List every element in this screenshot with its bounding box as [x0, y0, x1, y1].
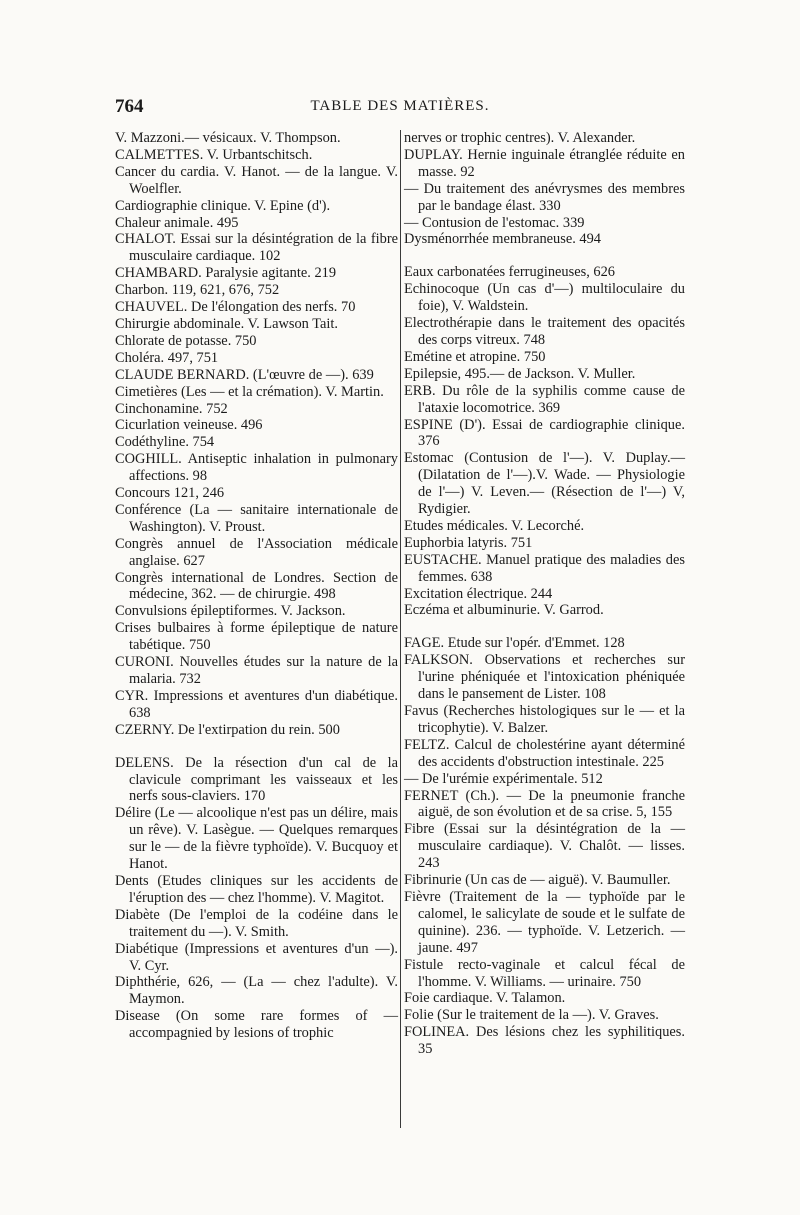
- index-entry: Délire (Le — alcoolique n'est pas un délire, mais un rêve). V. Lasègue. — Quelques remarques sur le — de la fièvre typhoïde). V. Bucquoy et Hanot.: [115, 805, 398, 873]
- page-number: 764: [115, 96, 144, 117]
- index-entry: Favus (Recherches histologiques sur le — et la tricophytie). V. Balzer.: [404, 703, 685, 736]
- index-entry: Charbon. 119, 621, 676, 752: [115, 282, 280, 299]
- index-entry: CHAMBARD. Paralysie agitante. 219: [115, 265, 337, 282]
- index-entry: Dents (Etudes cliniques sur les accidents de l'éruption des — chez l'homme). V. Magitot.: [115, 872, 398, 906]
- index-entry: Electrothérapie dans le traitement des opacités des corps vitreux. 748: [404, 315, 685, 348]
- index-entry: Diphthérie, 626, — (La — chez l'adulte). V. Maymon.: [115, 974, 398, 1008]
- index-entry: CHALOT. Essai sur la désintégration de la fibre musculaire cardiaque. 102: [115, 231, 398, 265]
- index-entry: Disease (On some rare formes of — accompagnied by lesions of trophic: [115, 1008, 398, 1042]
- index-entry: FELTZ. Calcul de cholestérine ayant déterminé des accidents d'obstruction intestinale. 225: [404, 736, 685, 770]
- section-gap: [404, 619, 685, 635]
- index-entry: — De l'urémie expérimentale. 512: [404, 770, 603, 787]
- index-entry: Cancer du cardia. V. Hanot. — de la langue. V. Woelfler.: [115, 163, 398, 197]
- index-entry: DUPLAY. Hernie inguinale étranglée réduite en masse. 92: [404, 146, 685, 180]
- index-entry: Dysménorrhée membraneuse. 494: [404, 231, 602, 248]
- index-entry: Crises bulbaires à forme épileptique de nature tabétique. 750: [115, 620, 398, 654]
- index-entry: EUSTACHE. Manuel pratique des maladies des femmes. 638: [404, 551, 685, 585]
- index-entry: Cimetières (Les — et la crémation). V. Martin.: [115, 383, 384, 400]
- index-entry: Convulsions épileptiformes. V. Jackson.: [115, 603, 346, 620]
- index-entry: CZERNY. De l'extirpation du rein. 500: [115, 721, 340, 738]
- index-entry: — Du traitement des anévrysmes des membres par le bandage élast. 330: [404, 180, 685, 214]
- index-entry: Fièvre (Traitement de la — typhoïde par le calomel, le salicylate de soude et le sulfate de quinine). 236. — typhoïde. V. Letzerich. — jaune. 497: [404, 888, 685, 956]
- index-entry: FERNET (Ch.). — De la pneumonie franche aiguë, de son évolution et de sa crise. 5, 155: [404, 787, 685, 821]
- index-entry: Concours 121, 246: [115, 485, 225, 502]
- index-entry: Diabète (De l'emploi de la codéine dans le traitement du —). V. Smith.: [115, 906, 398, 940]
- index-entry: Estomac (Contusion de l'—). V. Duplay.—(Dilatation de l'—).V. Wade. — Physiologie de l'—) V. Leven.— (Résection de l'—) V, Rydigier.: [404, 450, 685, 518]
- index-entry: Codéthyline. 754: [115, 434, 215, 451]
- section-gap: [404, 248, 685, 264]
- index-entry: Echinocoque (Un cas d'—) multiloculaire du foie), V. Waldstein.: [404, 281, 685, 315]
- index-entry: — Contusion de l'estomac. 339: [404, 214, 585, 231]
- index-entry: V. Mazzoni.— vésicaux. V. Thompson.: [115, 130, 341, 146]
- index-entry: Euphorbia latyris. 751: [404, 534, 533, 551]
- section-gap: [115, 739, 398, 755]
- index-entry: Eczéma et albuminurie. V. Garrod.: [404, 602, 604, 619]
- index-entry: Choléra. 497, 751: [115, 349, 219, 366]
- index-entry: Cicurlation veineuse. 496: [115, 417, 263, 434]
- index-entry: CLAUDE BERNARD. (L'œuvre de —). 639: [115, 366, 374, 383]
- index-entry: Fibre (Essai sur la désintégration de la — musculaire cardiaque). V. Chalôt. — lisses. 243: [404, 821, 685, 872]
- index-entry: Cardiographie clinique. V. Epine (d').: [115, 197, 331, 214]
- index-entry: ERB. Du rôle de la syphilis comme cause de l'ataxie locomotrice. 369: [404, 382, 685, 416]
- index-entry: FAGE. Etude sur l'opér. d'Emmet. 128: [404, 635, 625, 652]
- index-entry: Emétine et atropine. 750: [404, 348, 546, 365]
- index-entry: Conférence (La — sanitaire internationale de Washington). V. Proust.: [115, 501, 398, 535]
- index-entry: DELENS. De la résection d'un cal de la clavicule comprimant les vaisseaux et les nerfs sous-claviers. 170: [115, 754, 398, 805]
- index-entry: Foie cardiaque. V. Talamon.: [404, 990, 566, 1007]
- index-entry: ESPINE (D'). Essai de cardiographie clinique. 376: [404, 416, 685, 450]
- index-entry: Etudes médicales. V. Lecorché.: [404, 517, 585, 534]
- index-entry: Congrès international de Londres. Section de médecine, 362. — de chirurgie. 498: [115, 569, 398, 603]
- index-entry: Fibrinurie (Un cas de — aiguë). V. Baumuller.: [404, 872, 671, 889]
- index-entry: FALKSON. Observations et recherches sur l'urine phéniquée et l'intoxication phéniquée dans le pansement de Lister. 108: [404, 652, 685, 703]
- index-entry: Folie (Sur le traitement de la —). V. Graves.: [404, 1007, 659, 1024]
- index-entry: COGHILL. Antiseptic inhalation in pulmonary affections. 98: [115, 451, 398, 485]
- column-divider: [400, 130, 401, 1128]
- index-entry: Congrès annuel de l'Association médicale anglaise. 627: [115, 535, 398, 569]
- index-entry: CURONI. Nouvelles études sur la nature de la malaria. 732: [115, 654, 398, 687]
- running-head: TABLE DES MATIÈRES.: [310, 98, 490, 114]
- page-header: [115, 96, 685, 120]
- index-entry: CYR. Impressions et aventures d'un diabétique. 638: [115, 687, 398, 721]
- right-column: [404, 130, 685, 1058]
- index-entry: Chaleur animale. 495: [115, 214, 239, 231]
- left-column: [115, 130, 398, 1042]
- index-entry: Diabétique (Impressions et aventures d'un —). V. Cyr.: [115, 940, 398, 974]
- index-entry: Cinchonamine. 752: [115, 400, 228, 417]
- index-entry: CALMETTES. V. Urbantschitsch.: [115, 146, 313, 163]
- index-entry: Fistule recto-vaginale et calcul fécal de l'homme. V. Williams. — urinaire. 750: [404, 956, 685, 990]
- index-entry: Chlorate de potasse. 750: [115, 332, 257, 349]
- index-entry: nerves or trophic centres). V. Alexander.: [404, 130, 636, 146]
- index-entry: FOLINEA. Des lésions chez les syphilitiques. 35: [404, 1024, 685, 1058]
- index-entry: Eaux carbonatées ferrugineuses, 626: [404, 264, 615, 281]
- index-entry: Excitation électrique. 244: [404, 585, 553, 602]
- index-entry: Epilepsie, 495.— de Jackson. V. Muller.: [404, 365, 636, 382]
- index-entry: CHAUVEL. De l'élongation des nerfs. 70: [115, 299, 356, 316]
- index-entry: Chirurgie abdominale. V. Lawson Tait.: [115, 315, 338, 332]
